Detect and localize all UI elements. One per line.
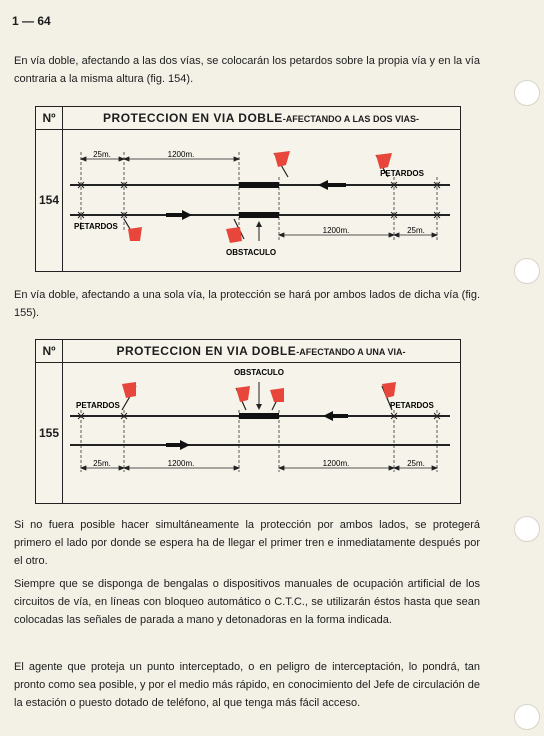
paragraph-agente: El agente que proteja un punto interceptado, o en peligro de interceptación, lo pondrá, tan pronto como sea posible, y por el medio más rápido, en conocimiento del Jefe de circulación de la estación o puesto dotado de teléfono, al que tenga más fácil acceso. xyxy=(14,661,480,709)
binder-hole-4 xyxy=(514,704,540,730)
fig155-label-petardos-right: PETARDOS xyxy=(390,401,434,410)
fig155-dim-25-left: 25m. xyxy=(93,459,111,468)
fig155-direction-arrow-lower xyxy=(166,440,190,450)
fig154-flag-top-center xyxy=(274,151,290,177)
fig154-dim-1200-right: 1200m. xyxy=(322,226,350,235)
fig155-dim-1200-left: 1200m. xyxy=(167,459,195,468)
page-number: 1 — 64 xyxy=(12,14,51,28)
figure-154-number: 154 xyxy=(38,193,60,207)
fig155-obstacle xyxy=(239,413,279,419)
fig154-label-obstaculo: OBSTACULO xyxy=(226,248,277,257)
fig155-label-obstaculo: OBSTACULO xyxy=(233,368,285,377)
fig154-dim-1200-left: 1200m. xyxy=(167,150,195,159)
fig154-label-petardos-right: PETARDOS xyxy=(380,169,424,178)
paragraph-protection-order: Si no fuera posible hacer simultáneamente la protección por ambos lados, se protegerá primero el lado por donde se espera ha de llegar el primer tren e inmediatamente después por el otro. xyxy=(14,519,480,567)
fig154-label-petardos-left: PETARDOS xyxy=(74,222,118,231)
figure-155-number: 155 xyxy=(38,426,60,440)
figure-155-no-label: Nº xyxy=(36,340,63,362)
binder-hole-3 xyxy=(514,516,540,542)
fig155-flag-left xyxy=(122,382,136,410)
figure-155-title-main: PROTECCION EN VIA DOBLE xyxy=(116,344,297,358)
fig154-dim-25-right: 25m. xyxy=(407,226,425,235)
fig154-flag-bottom-left xyxy=(124,219,142,241)
figure-155 xyxy=(35,339,461,504)
fig155-direction-arrow-upper xyxy=(323,411,348,421)
figure-154-no-label: Nº xyxy=(36,107,63,129)
fig155-label-petardos-left: PETARDOS xyxy=(76,401,120,410)
figure-154 xyxy=(35,106,461,272)
figure-154-title-sub: -AFECTANDO A LAS DOS VIAS- xyxy=(282,114,419,124)
figure-154-diagram xyxy=(36,107,460,271)
figure-155-title-sub: -AFECTANDO A UNA VIA- xyxy=(296,347,406,357)
fig155-obstaculo-pointer xyxy=(256,382,262,410)
fig154-flag-bottom-center xyxy=(226,219,244,243)
fig154-direction-arrow-upper xyxy=(318,180,346,190)
fig155-flag-obstacle-right xyxy=(270,388,284,410)
fig155-dim-1200-right: 1200m. xyxy=(322,459,350,468)
fig155-dim-25-right: 25m. xyxy=(407,459,425,468)
binder-hole-1 xyxy=(514,80,540,106)
fig154-dim-25-left: 25m. xyxy=(93,150,111,159)
fig154-obstaculo-pointer xyxy=(256,221,262,241)
fig155-flag-obstacle-left xyxy=(236,386,250,410)
fig154-direction-arrow-lower xyxy=(166,210,192,220)
binder-hole-2 xyxy=(514,258,540,284)
fig154-obstacle-upper xyxy=(239,182,279,188)
paragraph-bengalas: Siempre que se disponga de bengalas o dispositivos manuales de ocupación artificial de los circuitos de vía, en líneas con bloqueo automático o C.T.C., se utilizarán éstos hasta que sean colocadas las señales de parada a mano y detonadoras en la forma indicada. xyxy=(14,578,480,626)
paragraph-intro-fig154: En vía doble, afectando a las dos vías, se colocarán los petardos sobre la propia vía y en la vía contraria a la misma altura (fig. 154). xyxy=(14,55,480,85)
paragraph-intro-fig155: En vía doble, afectando a una sola vía, la protección se hará por ambos lados de dicha vía (fig. 155). xyxy=(14,289,480,319)
fig154-obstacle-lower xyxy=(239,212,279,218)
figure-155-diagram xyxy=(36,340,460,503)
figure-154-title-main: PROTECCION EN VIA DOBLE xyxy=(103,111,283,125)
